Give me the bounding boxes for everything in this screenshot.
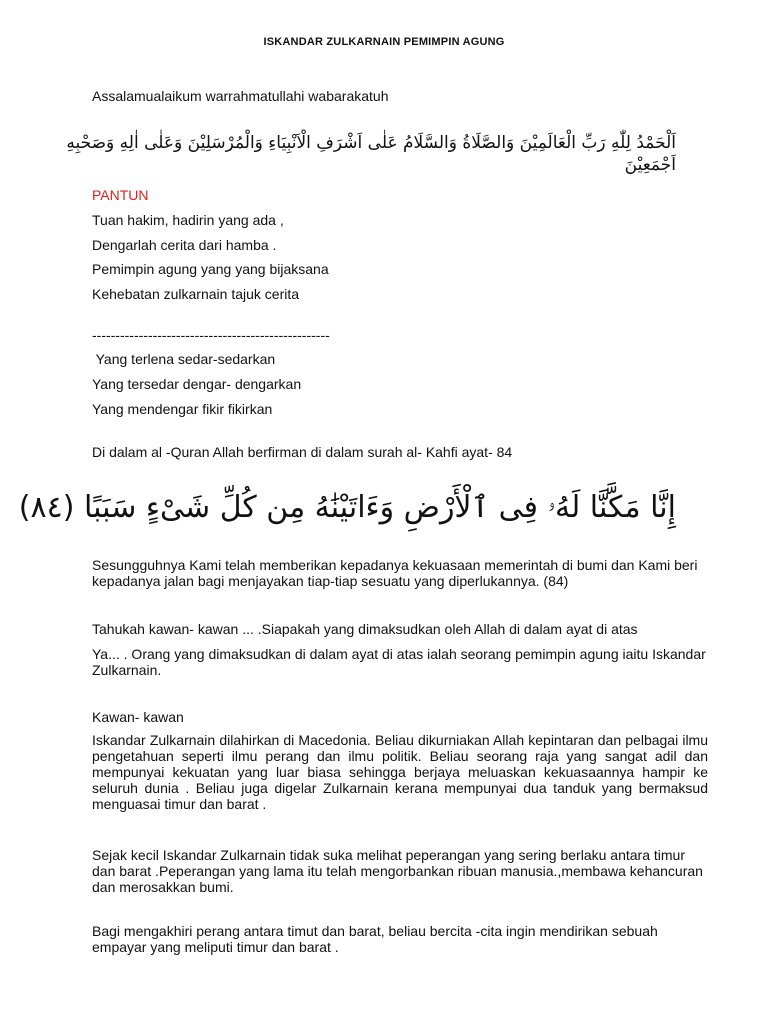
answer-paragraph: Ya... . Orang yang dimaksudkan di dalam ayat di atas ialah seorang pemimpin agung iaitu Iskandar Zulkarnain.	[92, 646, 706, 678]
page-title: ISKANDAR ZULKARNAIN PEMIMPIN AGUNG	[263, 36, 505, 48]
quran-verse: إِنَّا مَكَّنَّا لَهُۥ فِى ٱلْأَرْضِ وَءَاتَيْنَٰهُ مِن كُلِّ شَىْءٍ سَبَبًا (٨٤)	[18, 490, 676, 525]
pantun-line: Pemimpin agung yang yang bijaksana	[92, 261, 329, 277]
pantun-heading: PANTUN	[92, 187, 149, 203]
kawan-heading: Kawan- kawan	[92, 709, 184, 725]
divider: ---------------------------------------------------	[92, 327, 330, 343]
verse-line: Yang tersedar dengar- dengarkan	[92, 376, 302, 392]
question-line: Tahukah kawan- kawan ... .Siapakah yang dimaksudkan oleh Allah di dalam ayat di atas	[92, 621, 638, 637]
verse-line: Yang mendengar fikir fikirkan	[92, 401, 273, 417]
arabic-opening-line-1: اَلْحَمْدُ لِلّٰهِ رَبِّ الْعَالَمِيْنَ وَالصَّلَاةُ وَالسَّلَامُ عَلٰى اَشْرَفِ الْاَنْبِيَاءِ وَالْمُرْسَلِيْنَ وَعَلٰى اٰلِهِ وَصَحْبِهِ	[66, 133, 676, 153]
quran-intro: Di dalam al -Quran Allah berfirman di dalam surah al- Kahfi ayat- 84	[92, 444, 513, 460]
translation-paragraph: Sesungguhnya Kami telah memberikan kepadanya kekuasaan memerintah di bumi dan Kami beri kepadanya jalan bagi menjayakan tiap-tiap sesuatu yang diperlukannya. (84)	[92, 557, 698, 589]
arabic-opening-line-2: اَجْمَعِيْنَ	[624, 155, 676, 175]
body-paragraph: Iskandar Zulkarnain dilahirkan di Macedonia. Beliau dikurniakan Allah kepintaran dan pelbagai ilmu pengetahuan seperti ilmu perang dan ilmu politik. Beliau seorang raja yang sangat adil dan mempunyai kekuatan yang luar biasa sehingga berjaya meluaskan kekuasaannya hampir ke seluruh dunia . Beliau juga digelar Zulkarnain kerana mempunyai dua tanduk yang bermaksud menguasai timur dan barat .	[92, 732, 708, 812]
body-paragraph: Bagi mengakhiri perang antara timut dan barat, beliau bercita -cita ingin mendirikan sebuah empayar yang meliputi timur dan barat .	[92, 923, 658, 955]
pantun-line: Kehebatan zulkarnain tajuk cerita	[92, 286, 300, 302]
pantun-line: Tuan hakim, hadirin yang ada ,	[92, 212, 284, 228]
body-paragraph: Sejak kecil Iskandar Zulkarnain tidak suka melihat peperangan yang sering berlaku antara timur dan barat .Peperangan yang lama itu telah mengorbankan ribuan manusia.,membawa kehancuran dan merosakkan bumi.	[92, 847, 703, 895]
verse-line: Yang terlena sedar-sedarkan	[92, 351, 276, 367]
pantun-line: Dengarlah cerita dari hamba .	[92, 237, 277, 253]
greeting: Assalamualaikum warrahmatullahi wabarakatuh	[92, 88, 389, 104]
